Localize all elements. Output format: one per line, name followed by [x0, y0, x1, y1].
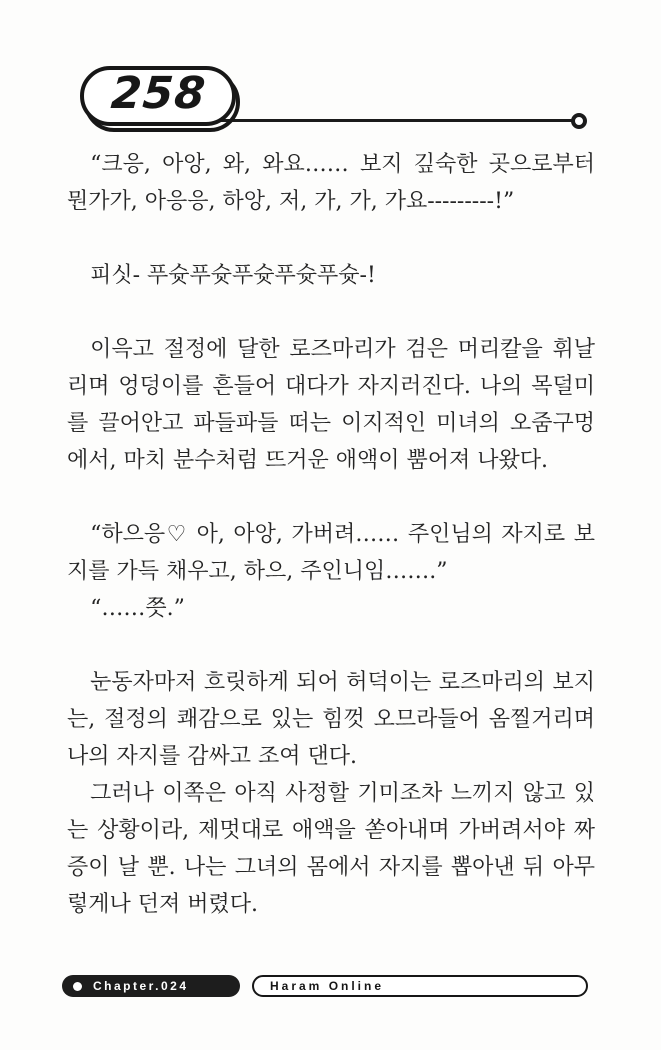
paragraph: 이윽고 절정에 달한 로즈마리가 검은 머리칼을 휘날리며 엉덩이를 흔들어 대다가 자지러진다. 나의 목덜미를 끌어안고 파들파들 떠는 이지적인 미녀의 오줌구멍에서, 마치 분수처럼 뜨거운 애액이 뿜어져 나왔다.	[67, 337, 595, 473]
header-rule-end-ring-icon	[571, 113, 587, 129]
paragraph-group	[67, 331, 595, 479]
paragraph-group	[67, 516, 595, 627]
paragraph: “크응, 아앙, 와, 와요…… 보지 깊숙한 곳으로부터 뭔가가, 아응응, 하앙, 저, 가, 가, 가요---------!”	[67, 152, 595, 214]
bullet-dot-icon	[73, 982, 82, 991]
body-text	[67, 146, 595, 960]
paragraph: 피싯- 푸슛푸슛푸슛푸슛푸슛-!	[90, 263, 376, 288]
paragraph: 그러나 이쪽은 아직 사정할 기미조차 느끼지 않고 있는 상황이라, 제멋대로 애액을 쏟아내며 가버려서야 짜증이 날 뿐. 나는 그녀의 몸에서 자지를 뽑아낸 뒤 아무렇게나 던져 버렸다.	[67, 781, 595, 917]
page-number: 258	[108, 68, 208, 119]
paragraph: “하으응♡ 아, 아앙, 가버려…… 주인님의 자지로 보지를 가득 채우고, 하으, 주인니임…….”	[67, 522, 595, 584]
paragraph: 눈동자마저 흐릿하게 되어 허덕이는 로즈마리의 보지는, 절정의 쾌감으로 있는 힘껏 오므라들어 옴찔거리며 나의 자지를 감싸고 조여 댄다.	[67, 670, 595, 769]
paragraph: “……쯧.”	[90, 596, 185, 621]
chapter-badge	[62, 975, 240, 997]
chapter-label: Chapter.024	[93, 979, 189, 993]
paragraph-group	[67, 146, 595, 220]
series-title-label: Haram Online	[270, 979, 385, 993]
page-number-badge	[80, 66, 236, 126]
paragraph-group	[67, 257, 595, 294]
series-title-badge	[252, 975, 588, 997]
paragraph-group	[67, 664, 595, 923]
